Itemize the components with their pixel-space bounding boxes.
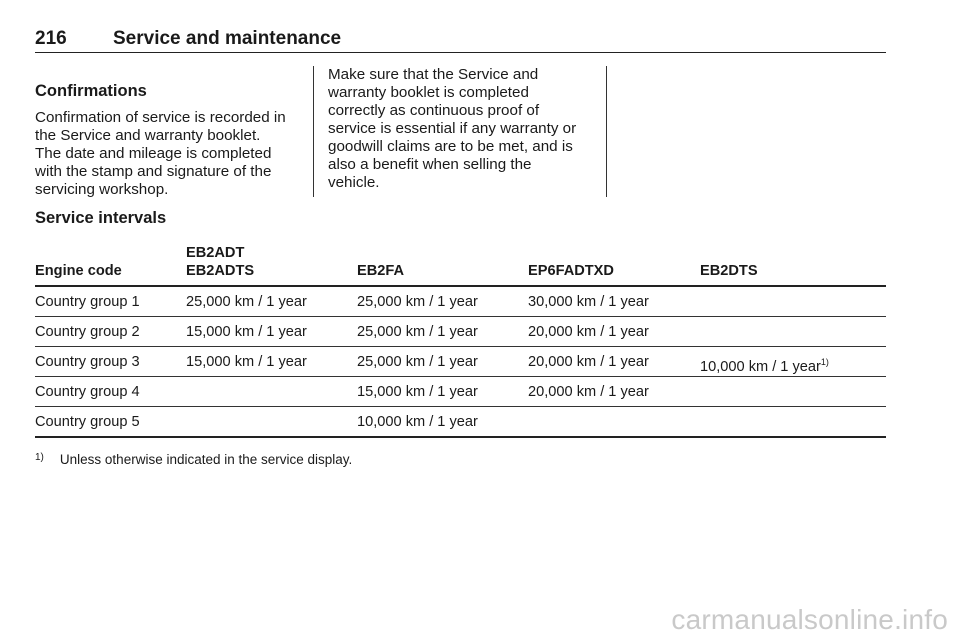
table-cell: 25,000 km / 1 year (186, 294, 307, 310)
table-row (35, 347, 886, 377)
text-line: vehicle. (328, 174, 380, 191)
table-cell: 15,000 km / 1 year (357, 384, 478, 400)
cell-text: 10,000 km / 1 year (700, 359, 821, 375)
table-cell: Country group 5 (35, 414, 140, 430)
footnote-text: Unless otherwise indicated in the service display. (59, 452, 353, 467)
watermark: carmanualsonline.info (671, 604, 948, 635)
text-line: The date and mileage is completed (35, 145, 272, 162)
header-ep6fadtxd: EP6FADTXD (528, 263, 614, 279)
confirmations-text (35, 109, 303, 199)
table-cell: 20,000 km / 1 year (528, 354, 649, 370)
table-row (35, 407, 886, 438)
text-line: warranty booklet is completed (328, 84, 529, 101)
table-row (35, 317, 886, 347)
confirmations-column (35, 81, 303, 199)
header-line: EB2ADT (186, 245, 245, 261)
text-line: with the stamp and signature of the (35, 163, 272, 180)
table-cell: Country group 2 (35, 324, 140, 340)
table-cell: Country group 4 (35, 384, 140, 400)
table-cell: 25,000 km / 1 year (357, 354, 478, 370)
text-line: servicing workshop. (35, 181, 169, 198)
page-header (35, 28, 886, 53)
table-cell: 15,000 km / 1 year (186, 354, 307, 370)
service-intervals-heading: Service intervals (35, 209, 167, 227)
footnote-mark: 1) (35, 452, 44, 463)
column-divider (606, 66, 607, 197)
text-line: correctly as continuous proof of (328, 102, 540, 119)
service-intervals-table (35, 246, 886, 438)
header-eb2dts: EB2DTS (700, 263, 758, 279)
text-line: Make sure that the Service and (328, 66, 539, 83)
footnote-reference: 1) (820, 357, 829, 367)
table-row (35, 377, 886, 407)
header-engine-code: Engine code (35, 263, 122, 279)
confirmations-heading: Confirmations (35, 82, 147, 100)
booklet-note-column (328, 66, 596, 192)
booklet-note-text (328, 66, 596, 192)
header-eb2adt-eb2adts (186, 244, 254, 280)
table-cell: Country group 3 (35, 354, 140, 370)
column-divider (313, 66, 314, 197)
text-line: Confirmation of service is recorded in (35, 109, 286, 126)
page-number: 216 (35, 28, 67, 49)
table-cell: Country group 1 (35, 294, 140, 310)
table-cell: 20,000 km / 1 year (528, 384, 649, 400)
header-line: EB2ADTS (186, 263, 255, 279)
table-row (35, 287, 886, 317)
text-line: the Service and warranty booklet. (35, 127, 261, 144)
table-cell-with-footnote (700, 354, 829, 375)
header-eb2fa: EB2FA (357, 263, 405, 279)
footnote (35, 452, 352, 467)
table-cell: 15,000 km / 1 year (186, 324, 307, 340)
table-cell: 20,000 km / 1 year (528, 324, 649, 340)
text-line: service is essential if any warranty or (328, 120, 577, 137)
section-title: Service and maintenance (113, 28, 342, 49)
table-cell: 10,000 km / 1 year (357, 414, 478, 430)
table-cell: 30,000 km / 1 year (528, 294, 649, 310)
table-cell: 25,000 km / 1 year (357, 294, 478, 310)
table-cell: 25,000 km / 1 year (357, 324, 478, 340)
table-header (35, 246, 886, 287)
text-line: goodwill claims are to be met, and is (328, 138, 573, 155)
text-line: also a benefit when selling the (328, 156, 532, 173)
